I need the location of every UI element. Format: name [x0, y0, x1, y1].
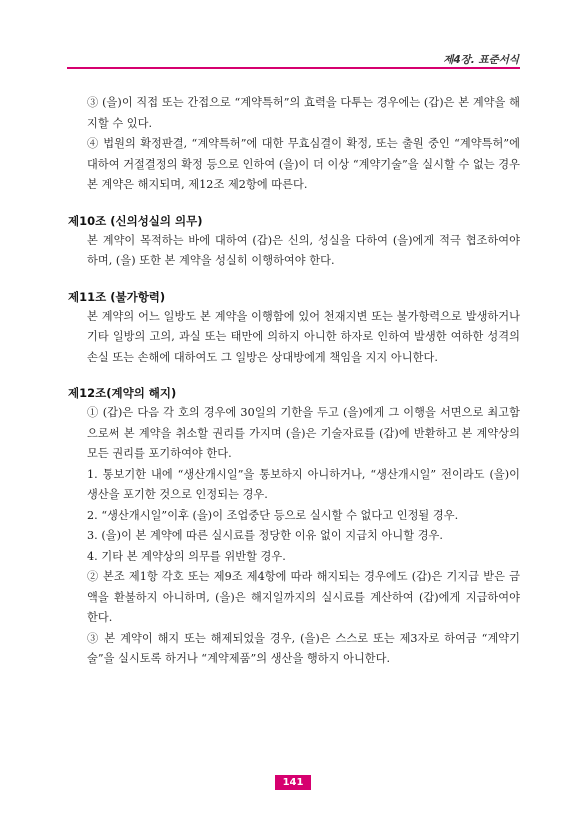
article-paragraph: ② 본조 제1항 각호 또는 제9조 제4항에 따라 해지되는 경우에도 (갑)은 기지급 받은 금액을 환불하지 아니하며, (을)은 해지일까지의 실시료를 계산하여 (갑)에게 지급하여야 한다. — [87, 570, 520, 624]
article-title: 제11조 (불가항력) — [68, 289, 166, 304]
article-11 — [68, 287, 520, 369]
article-paragraph: ③ 본 계약이 해지 또는 해제되었을 경우, (을)은 스스로 또는 제3자로 하여금 “계약기술”을 실시토록 하거나 “계약제품”의 생산을 행하지 아니한다. — [87, 631, 520, 665]
article-10 — [68, 211, 520, 272]
header-divider — [67, 67, 520, 69]
article-item-3: 3. (을)이 본 계약에 따른 실시료를 정당한 이유 없이 지급치 아니할 경우. — [87, 529, 444, 542]
article-12 — [68, 383, 520, 670]
paragraph-clause-4: ④ 법원의 확정판결, “계약특허”에 대한 무효심결이 확정, 또는 출원 중인 “계약특허”에 대하여 거절결정의 확정 등으로 인하여 (을)이 더 이상 “계약기술”을 실시할 수 없는 경우 본 계약은 해지되며, 제12조 제2항에 따른다. — [87, 137, 520, 191]
paragraph-clause-3: ③ (을)이 직접 또는 간접으로 “계약특허”의 효력을 다투는 경우에는 (갑)은 본 계약을 해지할 수 있다. — [87, 96, 520, 130]
page-number: 141 — [275, 775, 311, 790]
article-item-4: 4. 기타 본 계약상의 의무를 위반할 경우. — [87, 549, 286, 563]
article-paragraph: ① (갑)은 다음 각 호의 경우에 30일의 기한을 두고 (을)에게 그 이행을 서면으로 최고함으로써 본 계약을 취소할 권리를 가지며 (을)은 기술자료를 (갑)에 반환하고 본 계약상의 모든 권리를 포기하여야 한다. — [87, 406, 520, 460]
article-title: 제10조 (신의성실의 의무) — [68, 213, 203, 228]
page-body — [68, 93, 520, 670]
article-title: 제12조(계약의 해지) — [68, 386, 177, 400]
chapter-title: 제4장. 표준서식 — [443, 54, 519, 66]
article-item-2: 2. “생산개시일”이후 (을)이 조업중단 등으로 실시할 수 없다고 인정될 경우. — [87, 508, 459, 522]
article-paragraph: 본 계약의 어느 일방도 본 계약을 이행함에 있어 천재지변 또는 불가항력으로 발생하거나 기타 일방의 고의, 과실 또는 태만에 의하지 아니한 하자로 인하여 발생한 여하한 성격의 손실 또는 손해에 대하여도 그 일방은 상대방에게 책임을 지지 아니한다. — [87, 309, 520, 364]
article-item-1: 1. 통보기한 내에 “생산개시일”을 통보하지 아니하거나, “생산개시일” 전이라도 (을)이 생산을 포기한 것으로 인정되는 경우. — [87, 467, 520, 501]
article-paragraph: 본 계약이 목적하는 바에 대하여 (갑)은 신의, 성실을 다하여 (을)에게 적극 협조하여야 하며, (을) 또한 본 계약을 성실히 이행하여야 한다. — [87, 233, 520, 267]
